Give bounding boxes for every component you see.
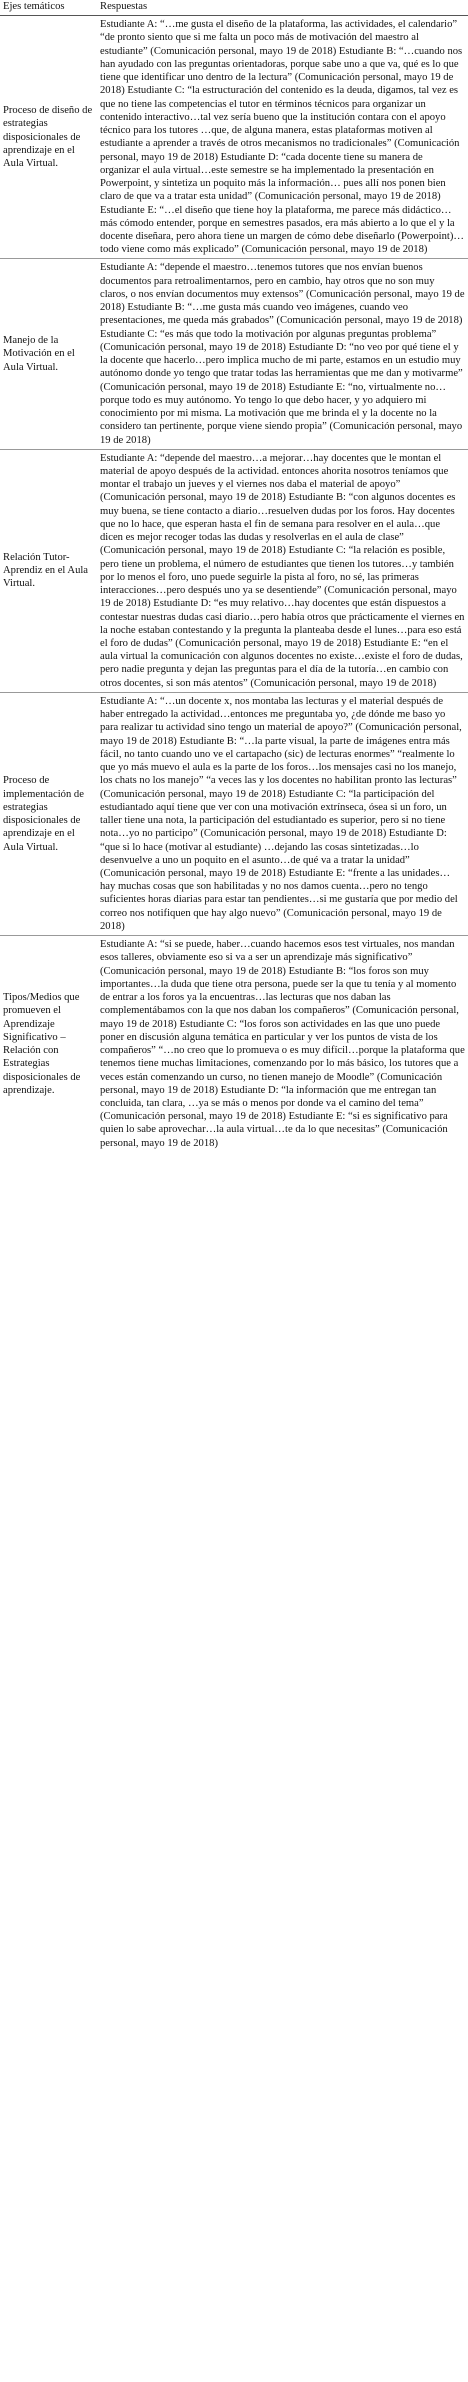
theme-cell: Tipos/Medios que promueven el Aprendizaje Significativo – Relación con Estrategias disposicionales de aprendizaje. <box>0 936 97 1152</box>
theme-cell: Proceso de implementación de estrategias disposicionales de aprendizaje en el Aula Virtual. <box>0 692 97 935</box>
header-respuestas: Respuestas <box>97 0 468 16</box>
theme-cell: Relación Tutor-Aprendiz en el Aula Virtual. <box>0 449 97 692</box>
table-row <box>0 692 468 935</box>
response-cell: Estudiante A: “…me gusta el diseño de la plataforma, las actividades, el calendario” “de pronto siento que si me falta un poco más de motivación del maestro al estudiante” (Comunicación personal, mayo 19 de 2018) Estudiante B: “…cuando nos han ayudado con las preguntas orientadoras, porque sabe uno a que va, qué es lo que tiene que identificar uno dentro de la lectura” (Comunicación personal, mayo 19 de 2018) Estudiante C: “la estructuración del contenido es la deuda, digamos, tal vez es que no tiene las competencias el tutor en términos técnicos para organizar un contenido interactivo…tal vez sería bueno que la institución contara con el apoyo técnico para los tutores …que, de alguna manera, estas plataformas motiven al estudiante a aprender a través de otros mecanismos no tradicionales” (Comunicación personal, mayo 19 de 2018) Estudiante D: “cada docente tiene su manera de organizar el aula virtual…este semestre se ha implementado la presentación en Powerpoint, y sintetiza un poquito más la información… pues allí nos ponen bien claro de que va a tratar esta unidad” (Comunicación personal, mayo 19 de 2018) Estudiante E: “…el diseño que tiene hoy la plataforma, me parece más didáctico…más cómodo entender, porque en semestres pasados, era más abierto a lo que el y la docente diseñara, pero ahora tiene un margen de cómo debe diseñarlo (Powerpoint)…todo viene como más explicado” (Comunicación personal, mayo 19 de 2018) <box>100 19 464 256</box>
response-cell: Estudiante A: “depende el maestro…tenemos tutores que nos envían buenos documentos para retroalimentarnos, pero en cambio, hay otros que no son muy claros, o nos envían documentos muy extensos” (Comunicación personal, mayo 19 de 2018) Estudiante B: “…me gusta más cuando veo imágenes, cuando veo presentaciones, me queda más grabados” (Comunicación personal, mayo 19 de 2018) Estudiante C: “es más que todo la motivación por algunas preguntas problema” (Comunicación personal, mayo 19 de 2018) Estudiante D: “no veo por qué tiene el y la docente que hacerlo…pero implica mucho de mi parte, estamos en un estudio muy autónomo donde yo tengo que tratar todas las herramientas que me dan y motivarme” (Comunicación personal, mayo 19 de 2018) Estudiante E: “no, virtualmente no…porque todo es muy autónomo. Yo tengo lo que debo hacer, y yo adquiero mi conocimiento por mi misma. La motivación que me brinda el y la docente no la considero tan pertinente, porque viene siendo propia” (Comunicación personal, mayo 19 de 2018) <box>97 259 468 449</box>
theme-cell: Proceso de diseño de estrategias disposicionales de aprendizaje en el Aula Virtual. <box>3 105 93 170</box>
table-row <box>0 449 468 692</box>
table-row <box>0 259 468 449</box>
response-cell: Estudiante A: “si se puede, haber…cuando hacemos esos test virtuales, nos mandan esos talleres, obviamente eso si va a ser un aprendizaje más significativo” (Comunicación personal, mayo 19 de 2018) Estudiante B: “los foros son muy importantes…la duda que tiene otra persona, puede ser la que tu tenía y al momento de entrar a los foros ya la encuentras…las lecturas que nos daban las complementábamos con la que nos daban los compañeros” (Comunicación personal, mayo 19 de 2018) Estudiante C: “los foros son actividades en las que uno puede poner en discusión alguna temática en particular y ver los puntos de vista de los compañeros” “…no creo que lo promueva o es muy difícil…porque la plataforma que tenemos tiene muchas limitaciones, comenzando por lo más básico, los tutores que a veces están comenzando un curso, no tienen manejo de Moodle” (Comunicación personal, mayo 19 de 2018) Estudiante D: “la información que me entregan tan concluida, tan clara, …ya se más o menos por donde va el camino del tema” (Comunicación personal, mayo 19 de 2018) Estudiante E: “si es significativo para quien lo sabe aprovechar…la aula virtual…te da lo que necesitas” (Comunicación personal, mayo 19 de 2018) <box>97 936 468 1152</box>
table-row <box>0 16 468 259</box>
response-cell: Estudiante A: “depende del maestro…a mejorar…hay docentes que le montan el material de apoyo después de la actividad. entonces ahorita nosotros teníamos que montar el trabajo un jueves y el viernes nos daba el material de apoyo” (Comunicación personal, mayo 19 de 2018) Estudiante B: “con algunos docentes es muy buena, se tiene contacto a diario…resuelven dudas por los foros. Hay docentes que no lo hace, que esperan hasta el fin de semana para resolver en el aula…que dicen es mejor recoger todas las dudas y resolverlas en el aula de clase” (Comunicación personal, mayo 19 de 2018) Estudiante C: “la relación es posible, pero tiene un problema, el número de estudiantes que tienen los tutores…y también por lo menos el foro, uno puede seguirle la pista al foro, no sé, las primeras interacciones…pero después uno ya se desentiende” (Comunicación personal, mayo 19 de 2018) Estudiante D: “es muy relativo…hay docentes que están dispuestos a contestar nuestras dudas casi diario…pero había otros que prácticamente el viernes en la noche estaban contestando y la pregunta la planteaba desde el lunes…para eso está el foro de dudas” (Comunicación personal, mayo 19 de 2018) Estudiante E: “en el aula virtual la comunicación con algunos docentes no existe…existe el foro de dudas, pero nadie pregunta y dejan las preguntas para el día de la tutoría…en cambio con otros docentes, si son más atentos” (Comunicación personal, mayo 19 de 2018) <box>97 449 468 692</box>
response-cell: Estudiante A: “…un docente x, nos montaba las lecturas y el material después de haber entregado la actividad…entonces me preguntaba yo, ¿de dónde me baso yo para realizar tu actividad sino tengo un material de apoyo?” (Comunicación personal, mayo 19 de 2018) Estudiante B: “…la parte visual, la parte de imágenes entra más fácil, no tanto cuando uno ve el cartapacho (sic) de lecturas enormes” “realmente lo que yo más muevo el aula es la parte de los foros…los mensajes casi no los manejo, los chats no los manejo” “a veces las y los docentes no habilitan pronto las lecturas” (Comunicación personal, mayo 19 de 2018) Estudiante C: “la participación del estudiantado aquí tiene que ver con una motivación extrínseca, ósea si un foro, un taller tiene una nota, la participación del estudiantado es superior, pero si no tiene nota…yo no participo” (Comunicación personal, mayo 19 de 2018) Estudiante D: “que si lo hace (motivar al estudiante) …dejando las cosas sintetizadas…lo desenvuelve a uno un poquito en el asunto…de qué va a tratar la unidad” (Comunicación personal, mayo 19 de 2018) Estudiante E: “frente a las unidades…hay muchas cosas que son habilitadas y no nos damos cuenta…pero no tengo suficientes horas diarias para estar tan pendientes…si me gustaría que por medio del correo nos notifiquen que hay algo nuevo” (Comunicación personal, mayo 19 de 2018) <box>97 692 468 935</box>
table-row <box>0 936 468 1152</box>
responses-table <box>0 0 468 1152</box>
header-ejes-tematicos: Ejes temáticos <box>0 0 97 16</box>
theme-cell: Manejo de la Motivación en el Aula Virtual. <box>0 259 97 449</box>
table-header-row <box>0 0 468 16</box>
